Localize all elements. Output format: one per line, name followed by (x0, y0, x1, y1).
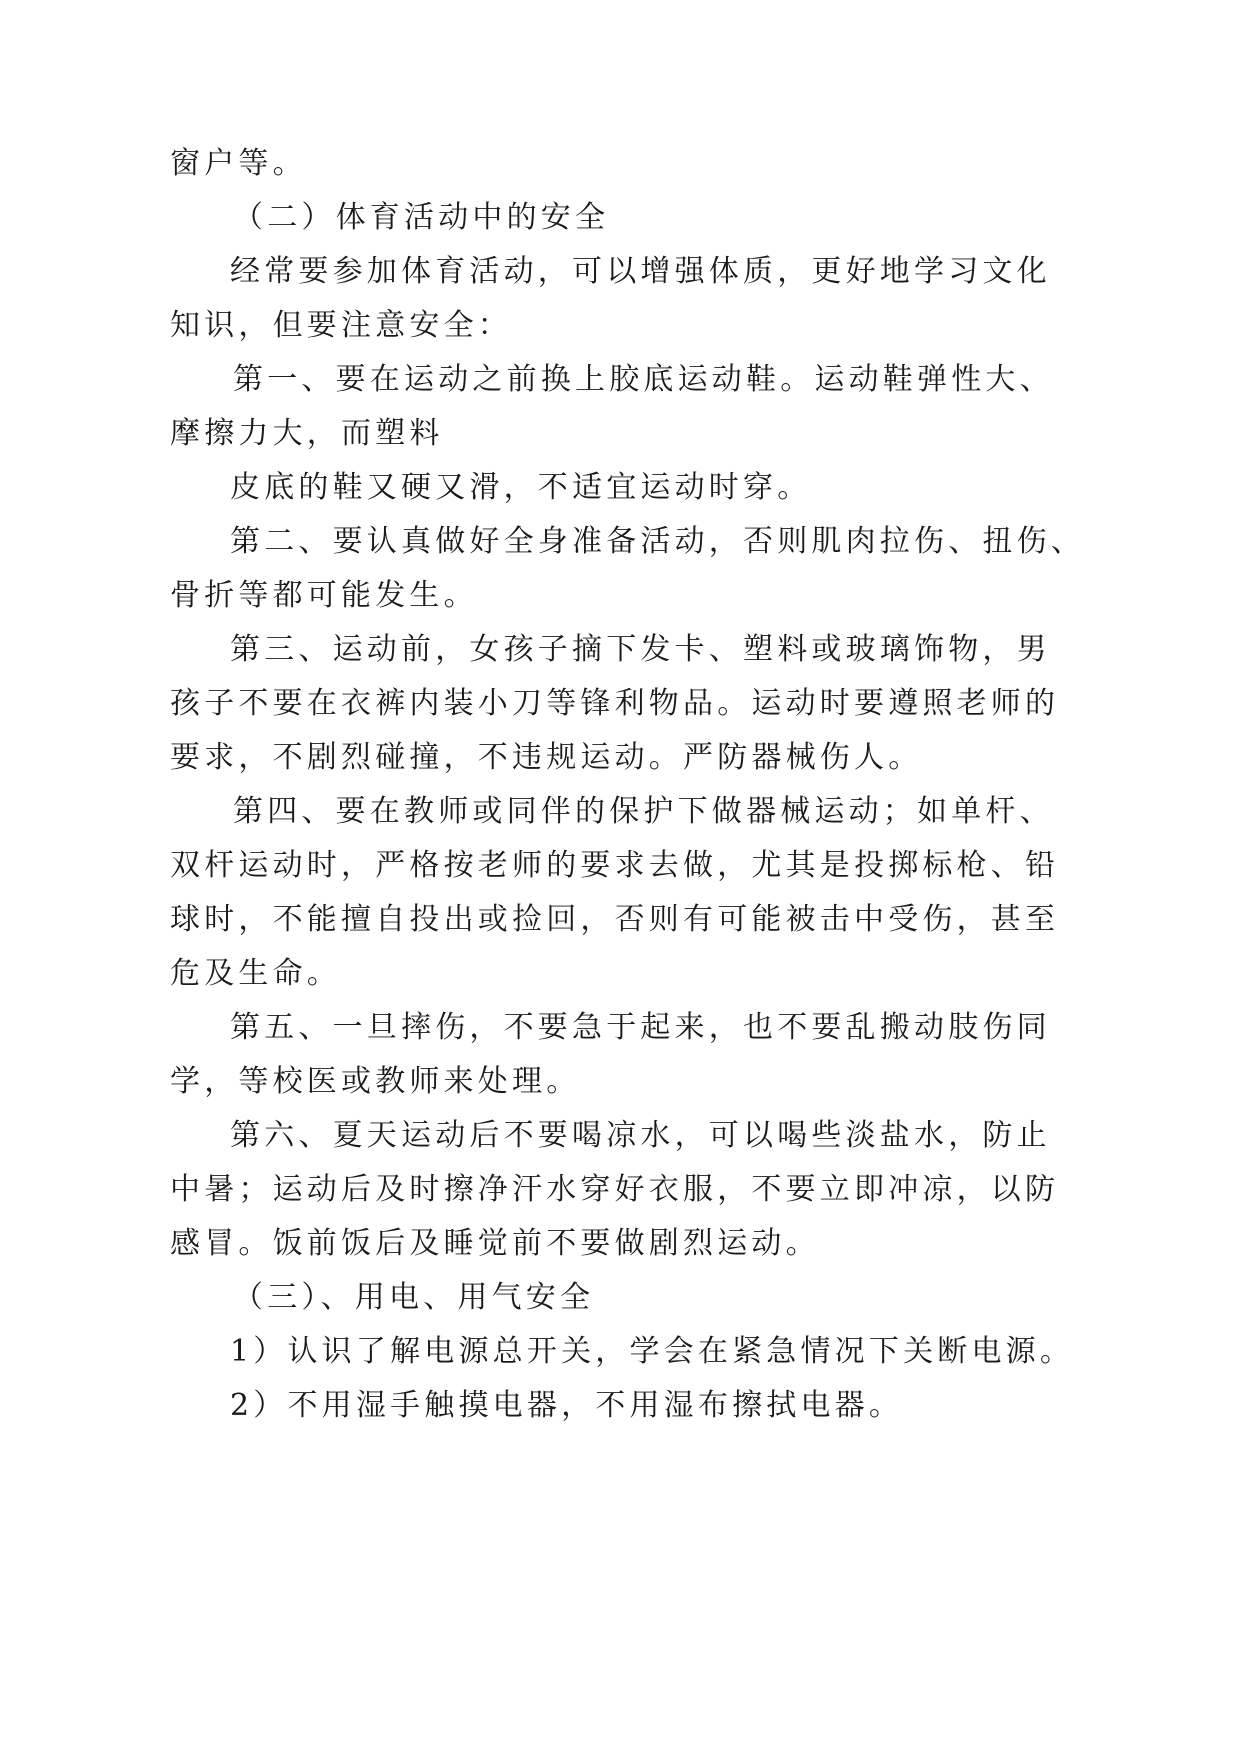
paragraph-line: 经常要参加体育活动，可以增强体质，更好地学习文化 (230, 254, 1051, 289)
paragraph-line: 中暑；运动后及时擦净汗水穿好衣服，不要立即冲凉，以防 (170, 1172, 1060, 1207)
paragraph-line: 孩子不要在衣裤内装小刀等锋利物品。运动时要遵照老师的 (170, 686, 1060, 721)
list-item: 1）认识了解电源总开关，学会在紧急情况下关断电源。 (230, 1334, 1075, 1369)
paragraph-line: 摩擦力大，而塑料 (170, 416, 444, 451)
paragraph-line: 第三、运动前，女孩子摘下发卡、塑料或玻璃饰物，男 (230, 632, 1051, 667)
paragraph-line: 第一、要在运动之前换上胶底运动鞋。运动鞋弹性大、 (233, 362, 1054, 397)
paragraph-line: 要求，不剧烈碰撞，不违规运动。严防器械伤人。 (170, 740, 923, 775)
section-heading: （二）体育活动中的安全 (233, 200, 610, 235)
paragraph-line: 双杆运动时，严格按老师的要求去做，尤其是投掷标枪、铅 (170, 848, 1060, 883)
paragraph-line: 第二、要认真做好全身准备活动，否则肌肉拉伤、扭伤、 (230, 524, 1085, 559)
paragraph-line: 学，等校医或教师来处理。 (170, 1064, 581, 1099)
paragraph-line: 感冒。饭前饭后及睡觉前不要做剧烈运动。 (170, 1226, 820, 1261)
section-heading: （三）、用电、用气安全 (233, 1280, 595, 1315)
paragraph-line: 危及生命。 (170, 956, 341, 991)
paragraph-line: 窗户等。 (170, 146, 307, 181)
list-item: 2）不用湿手触摸电器，不用湿布擦拭电器。 (230, 1388, 904, 1423)
paragraph-line: 知识，但要注意安全： (170, 308, 512, 343)
paragraph-line: 骨折等都可能发生。 (170, 578, 478, 613)
paragraph-line: 第四、要在教师或同伴的保护下做器械运动；如单杆、 (233, 794, 1054, 829)
paragraph-line: 第六、夏天运动后不要喝凉水，可以喝些淡盐水，防止 (230, 1118, 1051, 1153)
paragraph-line: 皮底的鞋又硬又滑，不适宜运动时穿。 (230, 470, 812, 505)
paragraph-line: 第五、一旦摔伤，不要急于起来，也不要乱搬动肢伤同 (230, 1010, 1051, 1045)
paragraph-line: 球时，不能擅自投出或捡回，否则有可能被击中受伤，甚至 (170, 902, 1060, 937)
